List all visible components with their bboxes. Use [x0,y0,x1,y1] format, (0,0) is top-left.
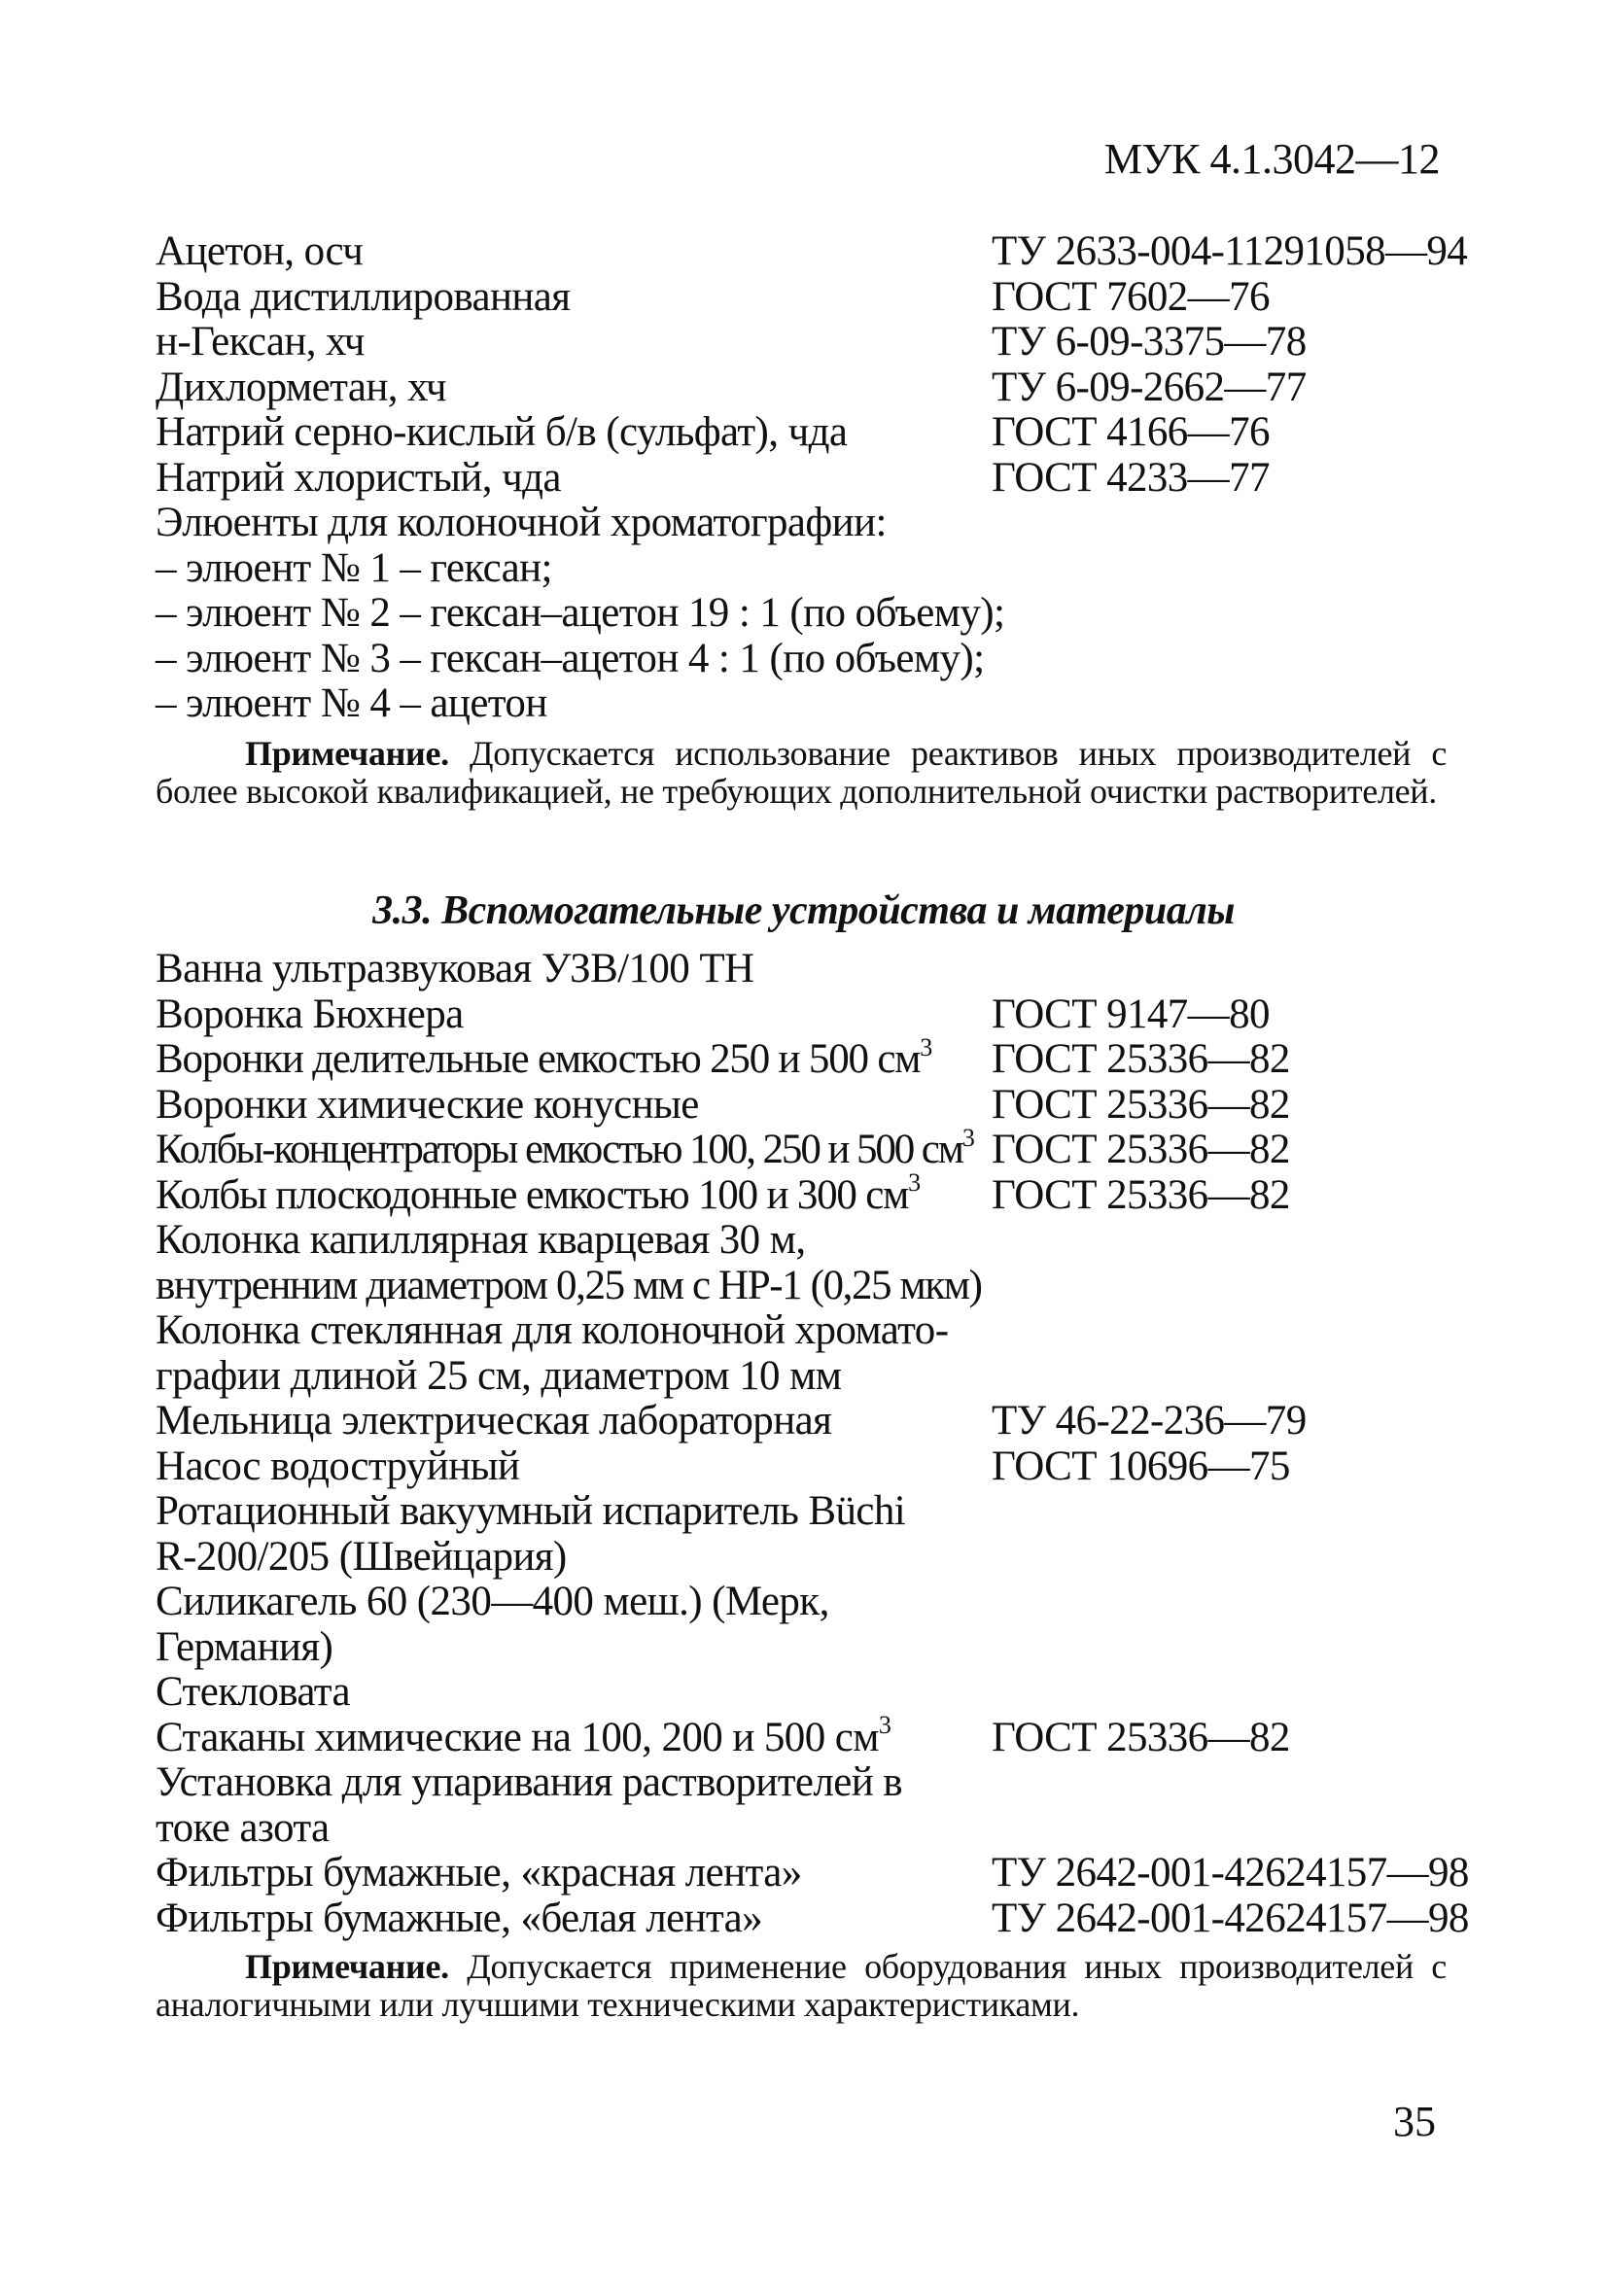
equipment-name [156,1711,990,1761]
reagent-name: Дихлорметан, хч [156,364,446,410]
note-text: Допускается использование реактивов иных производителей с более высокой квалификацией, не требующих дополнительной очистки растворителей. [156,734,1447,811]
reagent-name: Вода дистиллированная [156,273,571,320]
equipment-name: Мельница электрическая лабораторная [156,1398,832,1444]
note-label: Примечание. [245,734,449,773]
equipment-item: внутренним диаметром 0,25 мм с HP-1 (0,25 мкм) [156,1262,982,1308]
equipment-row [156,1711,1449,1761]
equipment-standard: ТУ 2642-001-42624157—98 [992,1895,1469,1941]
equipment-standard: ГОСТ 25336—82 [992,1127,1290,1172]
reagent-standard: ТУ 6-09-3375—78 [992,319,1307,365]
equipment-name [156,1032,990,1083]
equipment-row [156,1032,1449,1083]
note-label: Примечание. [245,1947,449,1986]
equipment-item: Колонка капиллярная кварцевая 30 м, [156,1217,806,1263]
equipment-row [156,1123,1449,1173]
equipment-row [156,1168,1449,1219]
equipment-name: Насос водоструйный [156,1443,520,1489]
equipment-standard: ТУ 46-22-236—79 [992,1398,1307,1444]
reagent-row [156,228,1468,275]
equipment-item: Установка для упаривания растворителей в [156,1759,902,1805]
equipment-item: Ванна ультразвуковая УЗВ/100 ТН [156,946,754,991]
reagents-list [156,228,1468,727]
eluents-heading: Элюенты для колоночной хроматографии: [156,500,887,545]
reagent-row [156,365,1449,411]
equipment-row [156,1444,1449,1490]
equipment-item: Стекловата [156,1669,350,1715]
reagent-standard: ГОСТ 7602—76 [992,273,1270,320]
reagent-name: н-Гексан, хч [156,319,365,365]
equipment-name-text: Колбы-концентраторы емкостью 100, 250 и 500 см [156,1127,962,1172]
equipment-item: R-200/205 (Швейцария) [156,1533,567,1580]
equipment-name: Воронки химические конусные [156,1081,699,1128]
section-title: 3.3. Вспомогательные устройства и материалы [372,888,1235,933]
equipment-name: Воронка Бюхнера [156,991,464,1037]
superscript: 3 [878,1711,891,1740]
reagent-name: Натрий серно-кислый б/в (сульфат), чда [156,409,848,455]
equipment-standard: ГОСТ 25336—82 [992,1714,1290,1760]
equipment-name [156,1168,990,1219]
equipment-name [156,1123,990,1173]
eluent-item: – элюент № 3 – гексан–ацетон 4 : 1 (по объему); [156,635,985,681]
superscript: 3 [961,1123,973,1152]
equipment-row [156,1850,1469,1896]
equipment-standard: ГОСТ 9147—80 [992,991,1270,1037]
reagent-standard: ГОСТ 4233—77 [992,454,1270,501]
reagent-name: Ацетон, осч [156,228,364,274]
equipment-item: Силикагель 60 (230—400 меш.) (Мерк, [156,1579,829,1624]
equipment-standard: ГОСТ 25336—82 [992,1081,1290,1128]
equipment-item: токе азота [156,1804,330,1851]
equipment-row [156,992,1449,1038]
equipment-standard: ГОСТ 25336—82 [992,1036,1290,1082]
page-number: 35 [1393,2098,1436,2145]
reagent-row [156,456,1449,502]
eluent-item: – элюент № 1 – гексан; [156,544,552,591]
superscript: 3 [908,1168,920,1198]
reagent-name: Натрий хлористый, чда [156,454,561,501]
equipment-name-text: Воронки делительные емкостью 250 и 500 см [156,1036,921,1082]
eluent-item: – элюент № 2 – гексан–ацетон 19 : 1 (по объему); [156,590,1005,636]
equipment-item: графии длиной 25 см, диаметром 10 мм [156,1352,842,1399]
note-text: Допускается применение оборудования иных производителей с аналогичными или лучшими техническими характеристиками. [156,1947,1447,2024]
equipment-standard: ГОСТ 10696—75 [992,1443,1290,1489]
reagents-note [156,735,1447,810]
reagent-row [156,275,1449,321]
superscript: 3 [920,1032,932,1061]
equipment-item: Ротационный вакуумный испаритель Büchi [156,1488,906,1534]
equipment-note [156,1948,1447,2023]
reagent-standard: ГОСТ 4166—76 [992,409,1270,455]
eluent-item: – элюент № 4 – ацетон [156,680,547,726]
equipment-row [156,1895,1469,1942]
reagent-standard: ТУ 2633-004-11291058—94 [992,228,1468,274]
equipment-row [156,1399,1449,1444]
equipment-item: Колонка стеклянная для колоночной хромато- [156,1307,949,1353]
equipment-standard: ГОСТ 25336—82 [992,1171,1290,1218]
equipment-row [156,1083,1449,1129]
reagent-row [156,320,1449,365]
equipment-name-text: Стаканы химические на 100, 200 и 500 см [156,1714,879,1760]
equipment-list [156,946,1469,1941]
equipment-item: Германия) [156,1623,333,1670]
reagent-standard: ТУ 6-09-2662—77 [992,364,1307,410]
equipment-name-text: Колбы плоскодонные емкостью 100 и 300 см [156,1171,909,1218]
equipment-standard: ТУ 2642-001-42624157—98 [992,1850,1469,1896]
reagent-row [156,410,1449,456]
equipment-name: Фильтры бумажные, «красная лента» [156,1850,802,1896]
document-code: МУК 4.1.3042—12 [1103,135,1440,183]
equipment-name: Фильтры бумажные, «белая лента» [156,1895,763,1941]
